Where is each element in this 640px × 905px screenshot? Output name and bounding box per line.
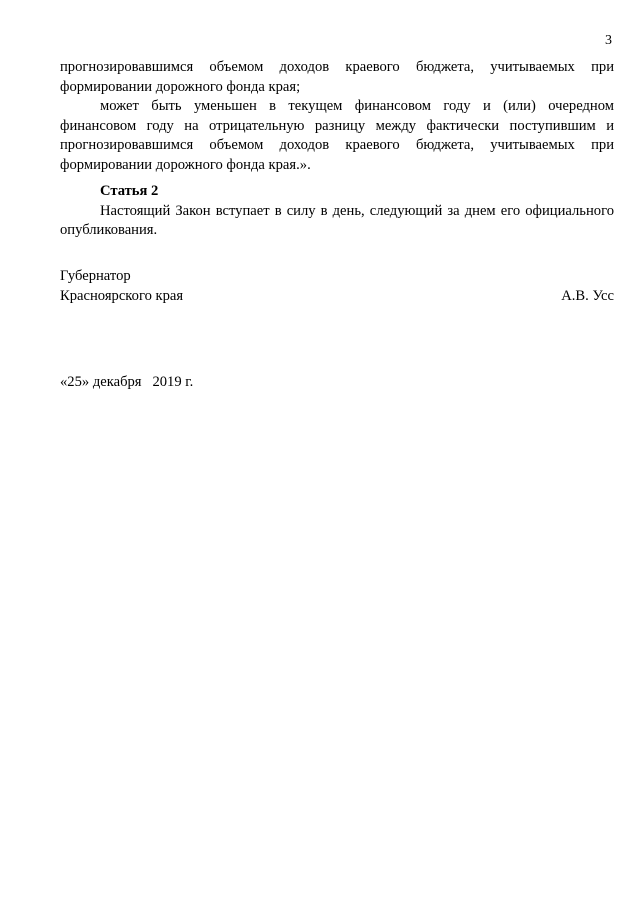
page-number: 3 <box>605 33 612 48</box>
article-2 <box>60 182 614 241</box>
signature-position-line-1: Губернатор <box>60 268 131 284</box>
article-title: Статья 2 <box>100 183 159 199</box>
signature-position-line-2: Красноярского края <box>60 287 184 304</box>
document-date: «25» декабря 2019 г. <box>60 374 194 390</box>
signature-name: А.В. Усс <box>561 287 614 304</box>
continuation-text <box>60 58 614 175</box>
signature-row <box>60 287 614 307</box>
paragraph-continuation-2: может быть уменьшен в текущем финансовом году и (или) очередном финансовом году на отрицательную разницу между фактически поступившим и прогнозировавшимся объемом доходов краевого бюджета, учитываемых при формировании дорожного фонда края.». <box>60 98 614 173</box>
signature-block <box>60 267 614 306</box>
article-text: Настоящий Закон вступает в силу в день, следующий за днем его официального опубликования. <box>60 202 614 238</box>
paragraph-continuation-1: прогнозировавшимся объемом доходов краевого бюджета, учитываемых при формировании дорожного фонда края; <box>60 59 614 95</box>
